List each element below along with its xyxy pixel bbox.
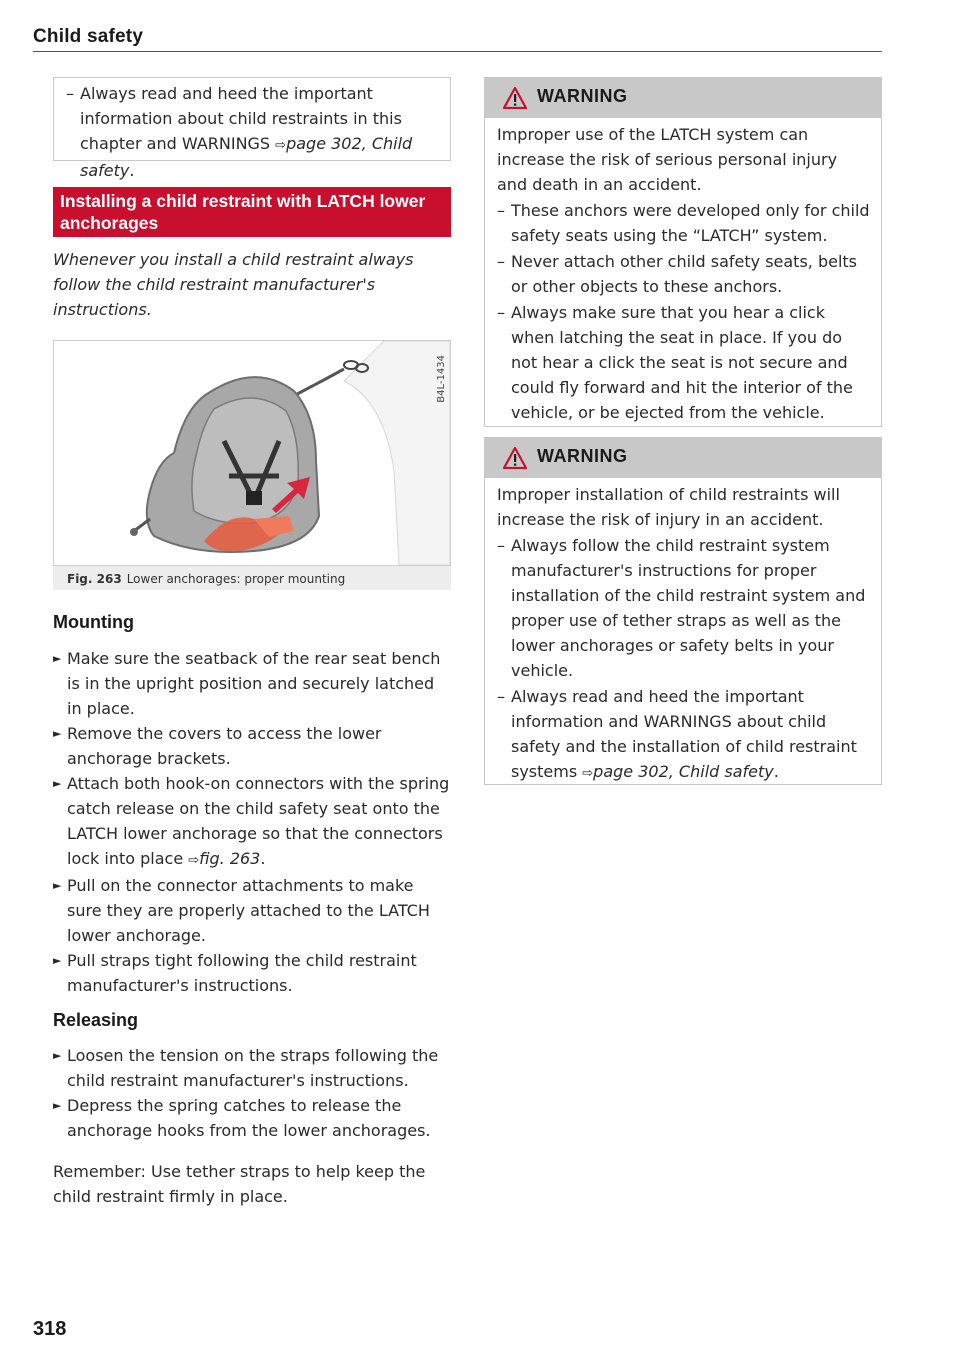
warning-item (497, 300, 871, 425)
warning-item (497, 533, 871, 683)
figure-image (53, 340, 451, 566)
arrow-icon: ⇨ (275, 138, 287, 153)
vehicle-seat-edge (344, 341, 450, 565)
harness-buckle (246, 491, 262, 505)
warning-header (485, 438, 881, 478)
list-item-text: Pull straps tight following the child restraint manufacturer's instructions. (67, 951, 417, 995)
page-reference-link[interactable]: page 302, Child safety (593, 762, 774, 781)
figure-caption (67, 572, 345, 586)
page-reference-link[interactable]: page 302, Child safety (80, 134, 413, 180)
warning-item-text: These anchors were developed only for child safety seats using the “LATCH” system. (511, 201, 870, 245)
section-header-title: Child safety (33, 26, 144, 47)
child-seat-illustration (54, 341, 450, 565)
arrow-icon: ⇨ (582, 766, 594, 781)
note-item (66, 81, 440, 183)
arrow-icon: ⇨ (188, 853, 200, 868)
note-text: Always read and heed the important information about child restraints in this chapter and WARNINGS (80, 84, 402, 153)
bullet-triangle-icon: ► (53, 777, 62, 790)
list-item-text: Attach both hook-on connectors with the spring catch release on the child safety seat onto the LATCH lower anchorage so that the connectors lock into place (67, 774, 450, 868)
warning-intro: Improper installation of child restraints will increase the risk of injury in an accident. (497, 485, 840, 529)
list-item (53, 1043, 451, 1093)
page-number: 318 (33, 1318, 67, 1340)
warning-item-text: Always make sure that you hear a click when latching the seat in place. If you do not hear a click the seat is not secure and could fly forward and hit the interior of the vehicle, or be ejected from the vehicle. (511, 303, 853, 422)
releasing-list (53, 1043, 451, 1143)
warning-title: WARNING (537, 446, 628, 466)
list-item (53, 646, 451, 721)
list-item-end: . (260, 849, 266, 868)
list-item-text: Pull on the connector attachments to make sure they are properly attached to the LATCH lower anchorage. (67, 876, 430, 945)
bullet-triangle-icon: ► (53, 727, 62, 740)
list-item-text: Make sure the seatback of the rear seat bench is in the upright position and securely latched in place. (67, 649, 441, 718)
warning-header (485, 78, 881, 118)
bullet-triangle-icon: ► (53, 954, 62, 967)
dash-marker: – (497, 303, 505, 322)
bullet-triangle-icon: ► (53, 1099, 62, 1112)
seat-base-knob (130, 528, 138, 536)
releasing-heading: Releasing (53, 1010, 139, 1030)
warning-intro: Improper use of the LATCH system can increase the risk of serious personal injury and death in an accident. (497, 125, 838, 194)
mounting-heading: Mounting (53, 612, 134, 632)
remember-note: Remember: Use tether straps to help keep the child restraint firmly in place. (53, 1162, 426, 1206)
warning-title: WARNING (537, 86, 628, 106)
list-item-text: Loosen the tension on the straps following the child restraint manufacturer's instructions. (67, 1046, 439, 1090)
dash-marker: – (497, 687, 505, 706)
figure (53, 340, 451, 590)
warning-box (484, 77, 882, 427)
note-end: . (129, 161, 135, 180)
section-heading: Installing a child restraint with LATCH lower anchorages (53, 187, 451, 237)
warning-triangle-icon (503, 87, 527, 109)
warning-item-end: . (773, 762, 779, 781)
header-divider (33, 51, 882, 52)
dash-marker: – (497, 536, 505, 555)
warning-item (497, 684, 871, 786)
bullet-triangle-icon: ► (53, 879, 62, 892)
bullet-triangle-icon: ► (53, 652, 62, 665)
mounting-list (53, 646, 451, 998)
list-item (53, 721, 451, 771)
figure-caption-text: Lower anchorages: proper mounting (126, 572, 346, 586)
warning-box (484, 437, 882, 785)
dash-marker: – (497, 201, 505, 220)
dash-marker: – (497, 252, 505, 271)
list-item-text: Remove the covers to access the lower anchorage brackets. (67, 724, 382, 768)
section-intro: Whenever you install a child restraint always follow the child restraint manufacturer's instructions. (53, 250, 414, 319)
figure-reference-link[interactable]: fig. 263 (199, 849, 261, 868)
warning-item-text: Always follow the child restraint system manufacturer's instructions for proper installation of the child restraint system and proper use of tether straps as well as the lower anchorages or safety belts in your vehicle. (511, 536, 866, 680)
list-item (53, 873, 451, 948)
list-item (53, 771, 451, 873)
list-item (53, 1093, 451, 1143)
note-box (53, 77, 451, 180)
warning-body (485, 118, 881, 431)
dash-marker: – (66, 84, 74, 103)
list-item (53, 948, 451, 998)
bullet-triangle-icon: ► (53, 1049, 62, 1062)
figure-code: B4L-1434 (436, 355, 447, 403)
warning-item (497, 198, 871, 248)
warning-item-text: Always read and heed the important information and WARNINGS about child safety and the installation of child restraint systems (511, 687, 857, 781)
warning-item (497, 249, 871, 299)
list-item-text: Depress the spring catches to release the anchorage hooks from the lower anchorages. (67, 1096, 431, 1140)
warning-triangle-icon (503, 447, 527, 469)
figure-label: Fig. 263 (67, 572, 122, 586)
warning-item-text: Never attach other child safety seats, belts or other objects to these anchors. (511, 252, 858, 296)
warning-body (485, 478, 881, 792)
